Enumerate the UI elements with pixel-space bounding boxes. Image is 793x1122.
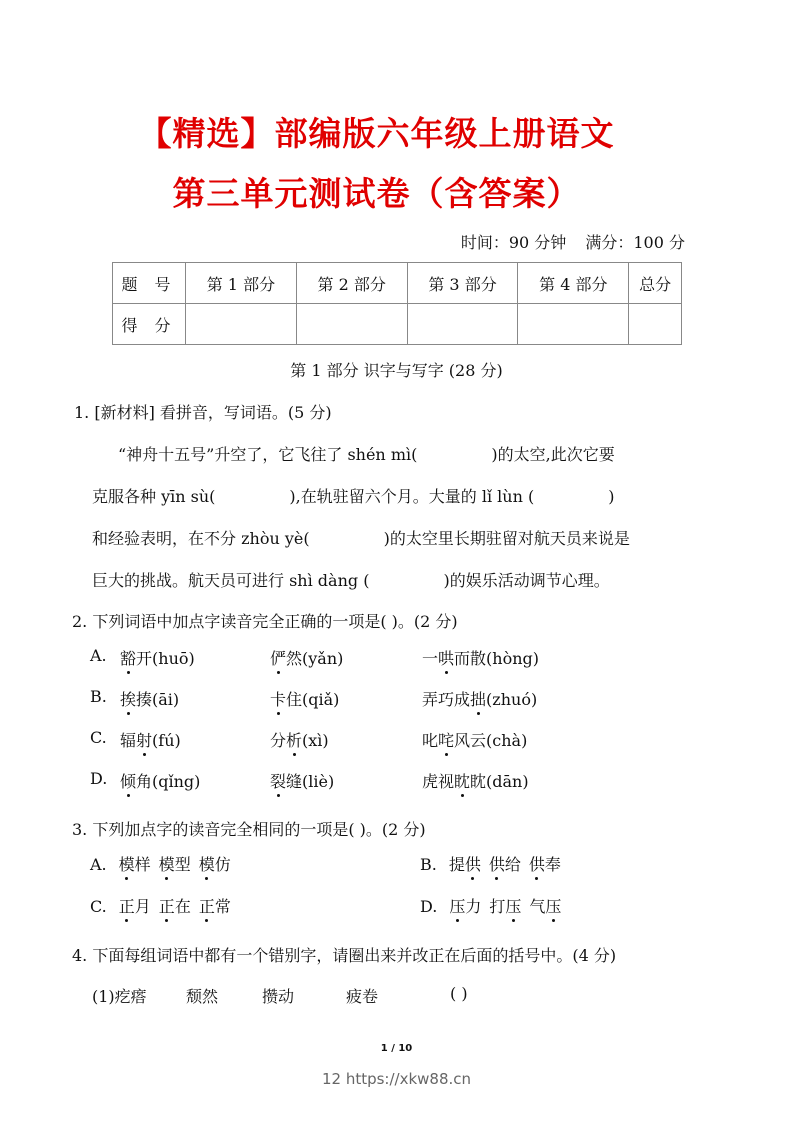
option-label: A.: [90, 855, 107, 874]
question-1-line: [92, 568, 610, 591]
score-table: [112, 262, 682, 345]
watermark-url: 12 https://xkw88.cn: [321, 1070, 472, 1088]
char: 力: [465, 897, 482, 916]
dotted-char: 射: [136, 728, 152, 751]
text: (fú): [152, 731, 181, 750]
dotted-char: 倾: [120, 769, 136, 792]
question-3-option-c: [90, 894, 239, 917]
word: [529, 897, 561, 916]
question-1-line: [92, 484, 614, 507]
text: 眈(dān): [470, 772, 529, 791]
dotted-char: 压: [545, 894, 561, 917]
exam-meta: [447, 230, 685, 253]
word: 疲卷: [346, 987, 379, 1006]
question-1-title: 1. [新材料] 看拼音，写词语。(5 分): [74, 403, 332, 422]
text: 而散(hòng): [454, 649, 540, 668]
question-3-title: 3. 下列加点字的读音完全相同的一项是( )。(2 分): [72, 820, 426, 839]
dotted-char: 析: [286, 728, 302, 751]
char: 奉: [544, 855, 561, 874]
text: 克服各种 yīn sù(: [92, 487, 216, 506]
dotted-char: 挨: [120, 687, 136, 710]
word: [119, 897, 151, 916]
text: (zhuó): [486, 690, 538, 709]
text: (xì): [302, 731, 329, 750]
word: [159, 897, 191, 916]
score-table-header-row: [113, 263, 682, 304]
dotted-char: 供: [465, 852, 481, 875]
text: )的太空里长期驻留对航天员来说是: [383, 529, 630, 548]
question-2-option-c: [90, 728, 528, 750]
dotted-char: 哄: [438, 646, 454, 669]
text: )的娱乐活动调节心理。: [443, 571, 610, 590]
dotted-char: 压: [449, 894, 465, 917]
option-label: B.: [420, 855, 437, 874]
question-4-item-1: [92, 984, 468, 1007]
dotted-char: 正: [159, 894, 175, 917]
word: [199, 897, 231, 916]
question-1-line: [92, 526, 630, 549]
dotted-char: 正: [119, 894, 135, 917]
word: [159, 855, 191, 874]
option-label: C.: [90, 897, 107, 916]
score-table-header-cell: 第 1 部分: [186, 263, 297, 304]
word: [489, 897, 521, 916]
char: 月: [134, 897, 151, 916]
question-2-option-d: [90, 769, 529, 791]
text: 一: [422, 649, 439, 668]
text: ),在轨驻留六个月。大量的 lǐ lùn (: [289, 487, 535, 506]
text: 叱: [422, 731, 439, 750]
exam-time: 时间：90 分钟: [460, 233, 567, 252]
section-heading: 第 1 部分 识字与写字 (28 分): [290, 361, 503, 380]
word: [449, 855, 481, 874]
question-1-line: [118, 442, 615, 465]
char: 打: [489, 897, 506, 916]
text: 缝(liè): [286, 772, 335, 791]
option-label: B.: [90, 687, 107, 706]
score-cell: [407, 304, 518, 345]
answer-paren: ( ): [450, 984, 468, 1003]
dotted-char: 拙: [470, 687, 486, 710]
char: 常: [214, 897, 231, 916]
text: 风云(chà): [454, 731, 528, 750]
word: 攒动: [262, 987, 295, 1006]
score-cell: [186, 304, 297, 345]
question-2-title: 2. 下列词语中加点字读音完全正确的一项是( )。(2 分): [72, 612, 458, 631]
dotted-char: 俨: [270, 646, 286, 669]
word: [449, 897, 481, 916]
dotted-char: 模: [199, 852, 215, 875]
text: 辐: [120, 731, 137, 750]
score-cell: [629, 304, 682, 345]
dotted-char: 卡: [270, 687, 286, 710]
word: 疙瘩: [114, 987, 147, 1006]
text: ): [608, 487, 615, 506]
option-label: C.: [90, 728, 107, 747]
text: 虎视: [422, 772, 455, 791]
dotted-char: 眈: [454, 769, 470, 792]
page-number: 1 / 10: [380, 1043, 413, 1054]
dotted-char: 模: [119, 852, 135, 875]
text: 角(qǐng): [136, 772, 201, 791]
score-table-header-cell: 总分: [629, 263, 682, 304]
word: [119, 855, 151, 874]
dotted-char: 正: [199, 894, 215, 917]
text: 住(qiǎ): [286, 690, 340, 709]
score-row-label: 得 分: [113, 304, 186, 345]
document-title-line1: 【精选】部编版六年级上册语文: [138, 114, 615, 153]
text: 弄巧成: [422, 690, 471, 709]
question-3-option-b: [420, 852, 569, 875]
char: 给: [504, 855, 521, 874]
char: 样: [134, 855, 151, 874]
question-4-title: 4. 下面每组词语中都有一个错别字，请圈出来并改正在后面的括号中。(4 分): [72, 946, 617, 965]
question-3-option-a: [90, 852, 239, 875]
option-label: D.: [90, 769, 108, 788]
char: 在: [174, 897, 191, 916]
char: 仿: [214, 855, 231, 874]
dotted-char: 压: [505, 894, 521, 917]
question-2-option-b: [90, 687, 538, 709]
score-cell: [296, 304, 407, 345]
dotted-char: 供: [489, 852, 505, 875]
text: 分: [270, 731, 287, 750]
score-table-score-row: [113, 304, 682, 345]
score-table-header-cell: 第 4 部分: [518, 263, 629, 304]
char: 气: [529, 897, 546, 916]
word: 颓然: [186, 987, 219, 1006]
question-3-option-d: [420, 894, 569, 917]
word: [199, 855, 231, 874]
word: [529, 855, 561, 874]
text: )的太空,此次它要: [491, 445, 615, 464]
dotted-char: 模: [159, 852, 175, 875]
score-cell: [518, 304, 629, 345]
text: “神舟十五号”升空了，它飞往了 shén mì(: [118, 445, 418, 464]
dotted-char: 咤: [438, 728, 454, 751]
score-table-header-cell: 第 3 部分: [407, 263, 518, 304]
text: 开(huō): [136, 649, 195, 668]
word: [489, 855, 521, 874]
char: 型: [174, 855, 191, 874]
text: 揍(āi): [136, 690, 180, 709]
dotted-char: 裂: [270, 769, 286, 792]
text: 然(yǎn): [286, 649, 344, 668]
option-label: A.: [90, 646, 107, 665]
text: 和经验表明，在不分 zhòu yè(: [92, 529, 310, 548]
question-2-option-a: [90, 646, 540, 668]
score-table-header-cell: 第 2 部分: [296, 263, 407, 304]
option-label: D.: [420, 897, 438, 916]
dotted-char: 供: [529, 852, 545, 875]
text: 巨大的挑战。航天员可进行 shì dàng (: [92, 571, 370, 590]
document-title-line2: 第三单元测试卷（含答案）: [172, 174, 581, 213]
dotted-char: 豁: [120, 646, 136, 669]
score-table-header-cell: 题 号: [113, 263, 186, 304]
exam-full-score: 满分：100 分: [585, 233, 685, 252]
item-label: (1): [92, 987, 115, 1006]
char: 提: [448, 855, 465, 874]
